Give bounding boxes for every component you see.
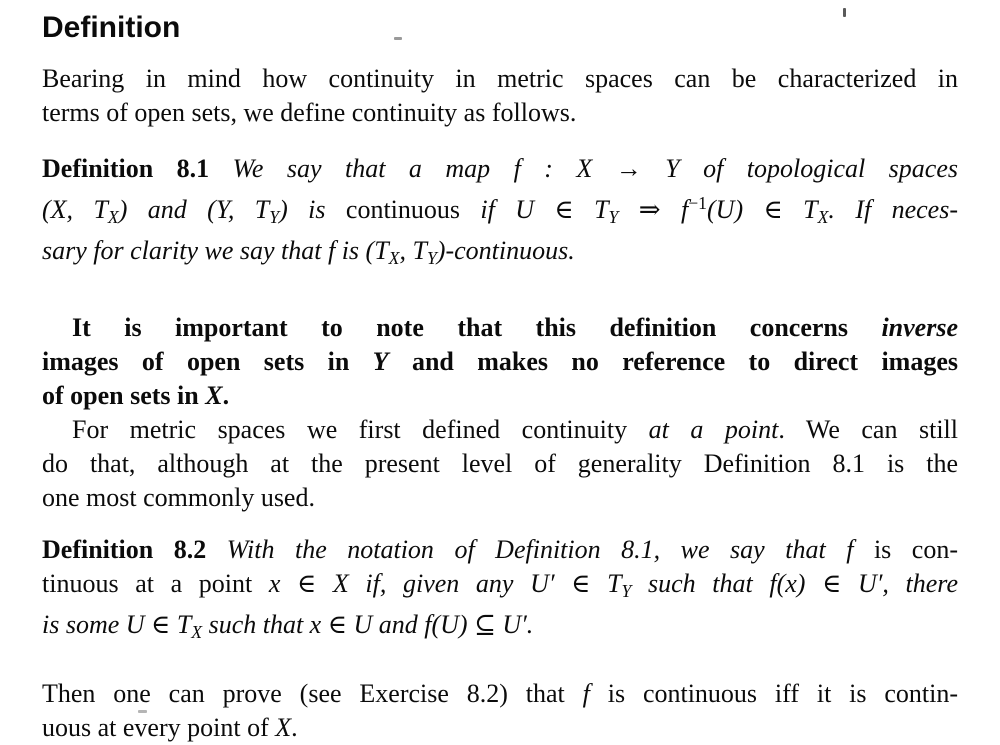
text-line: terms of open sets, we define continuity as follows.	[42, 98, 577, 127]
paragraph-def82	[42, 533, 958, 649]
text-line: one most commonly used.	[42, 482, 315, 512]
text-line: Then one can prove (see Exercise 8.2) that f is continuous iff it is contin-	[42, 678, 958, 708]
scan-artifact-speck	[394, 37, 402, 40]
scan-artifact-bottom	[138, 710, 147, 713]
text-line: do that, although at the present level of generality Definition 8.1 is the	[42, 448, 958, 478]
section-heading: Definition	[42, 11, 181, 44]
text-line: tinuous at a point x ∈ X if, given any U′ ∈ $T_Y$ such that f(x) ∈ U′, there	[42, 568, 959, 601]
text-line: sary for clarity we say that f is ($T_X$, $T_Y$)-continuous.	[42, 235, 575, 268]
text-line: Definition 8.1 We say that a map f : X → Y of topological spaces	[42, 154, 958, 183]
text-line: of open sets in X.	[42, 380, 230, 410]
text-line: For metric spaces we first defined continuity at a point. We can still	[72, 414, 959, 444]
text-line: images of open sets in Y and makes no reference to direct images	[42, 346, 959, 376]
text-line: is some U ∈ $T_X$ such that x ∈ U and f(U) ⊆ U′.	[42, 609, 534, 642]
paragraph-def81	[42, 152, 958, 275]
text-line: Definition 8.2 With the notation of Definition 8.1, we say that f is con-	[42, 534, 958, 564]
document-body	[42, 62, 958, 745]
text-line: Bearing in mind how continuity in metric spaces can be characterized in	[42, 64, 958, 93]
scan-artifact-tick	[843, 8, 846, 17]
text-line: It is important to note that this definition concerns inverse	[72, 312, 958, 342]
text-line: uous at every point of X.	[42, 712, 298, 742]
text-line: (X, $T_X$) and (Y, $T_Y$) is continuous if U ∈ $T_Y$ ⇒ $f^{-1}(U)$ ∈ $T_X$. If neces-	[42, 193, 958, 227]
paragraph-intro	[42, 62, 958, 130]
paragraph-closing	[42, 677, 958, 745]
paragraph-metric	[42, 413, 958, 515]
paragraph-note	[42, 311, 958, 413]
